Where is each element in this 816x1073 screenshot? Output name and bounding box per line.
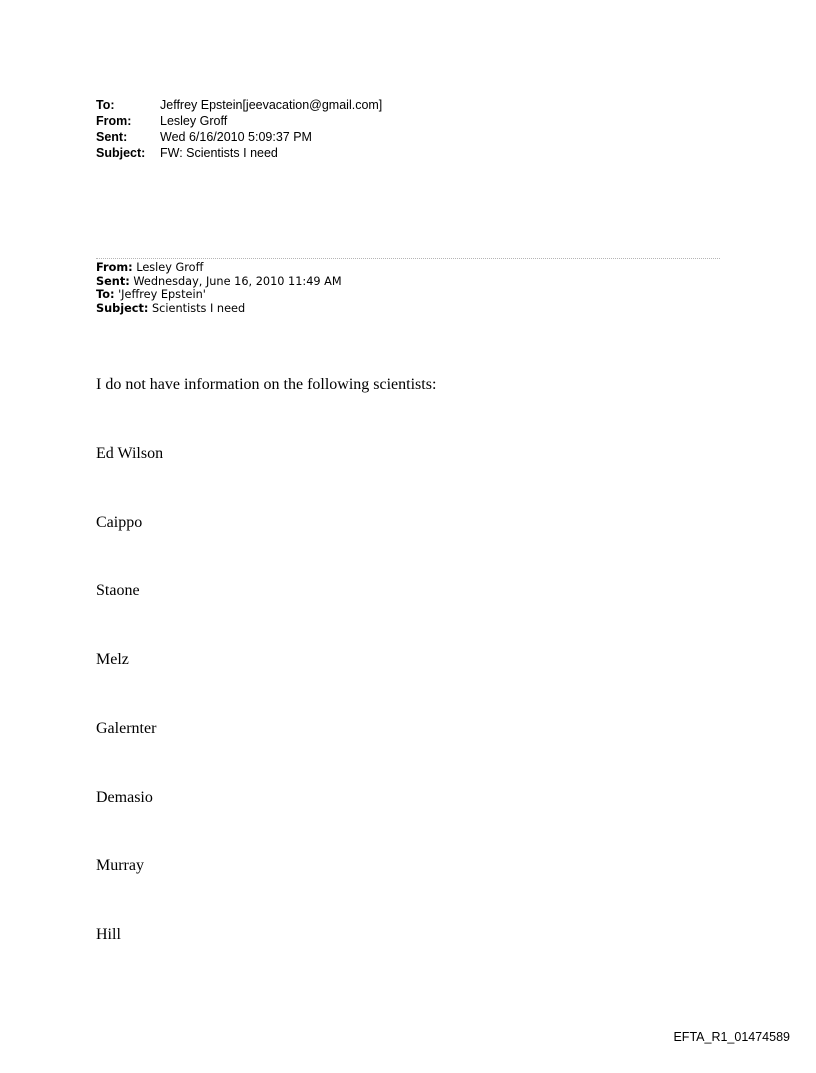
forwarded-to-row bbox=[96, 288, 342, 302]
forwarded-from-label: From: bbox=[96, 261, 133, 274]
scientist-name: Demasio bbox=[96, 789, 153, 806]
header-to-value: Jeffrey Epstein[jeevacation@gmail.com] bbox=[160, 98, 383, 112]
scientist-name: Ed Wilson bbox=[96, 445, 164, 462]
forward-divider bbox=[96, 258, 720, 259]
header-subject-value: FW: Scientists I need bbox=[160, 146, 278, 160]
header-sent-row bbox=[96, 129, 382, 145]
header-from-value: Lesley Groff bbox=[160, 114, 228, 128]
header-subject-label: Subject: bbox=[96, 146, 146, 160]
header-to-row bbox=[96, 97, 382, 113]
scientist-name: Murray bbox=[96, 857, 144, 874]
document-id: EFTA_R1_01474589 bbox=[673, 1030, 790, 1044]
scientist-name: Galernter bbox=[96, 720, 157, 737]
header-sent-value: Wed 6/16/2010 5:09:37 PM bbox=[160, 130, 312, 144]
scientist-name: Hill bbox=[96, 926, 121, 943]
forwarded-subject-label: Subject: bbox=[96, 301, 149, 315]
scientist-name: Staone bbox=[96, 582, 140, 599]
forwarded-from-value: Lesley Groff bbox=[136, 261, 204, 274]
forwarded-from-row bbox=[96, 261, 342, 275]
email-header bbox=[96, 97, 382, 161]
header-from-label: From: bbox=[96, 114, 132, 128]
header-sent-label: Sent: bbox=[96, 130, 128, 144]
forwarded-sent-value: Wednesday, June 16, 2010 11:49 AM bbox=[133, 274, 342, 288]
header-to-label: To: bbox=[96, 98, 115, 112]
body-intro: I do not have information on the following scientists: bbox=[96, 376, 437, 393]
header-from-row bbox=[96, 113, 382, 129]
forwarded-sent-row bbox=[96, 275, 342, 289]
scientist-name: Caippo bbox=[96, 514, 143, 531]
header-subject-row bbox=[96, 145, 382, 161]
forwarded-header bbox=[96, 261, 342, 315]
forwarded-to-value: 'Jeffrey Epstein' bbox=[118, 288, 206, 301]
forwarded-subject-value: Scientists I need bbox=[152, 301, 246, 315]
scientist-name: Melz bbox=[96, 651, 129, 668]
forwarded-subject-row bbox=[96, 302, 342, 316]
forwarded-to-label: To: bbox=[96, 288, 115, 301]
forwarded-sent-label: Sent: bbox=[96, 274, 130, 288]
